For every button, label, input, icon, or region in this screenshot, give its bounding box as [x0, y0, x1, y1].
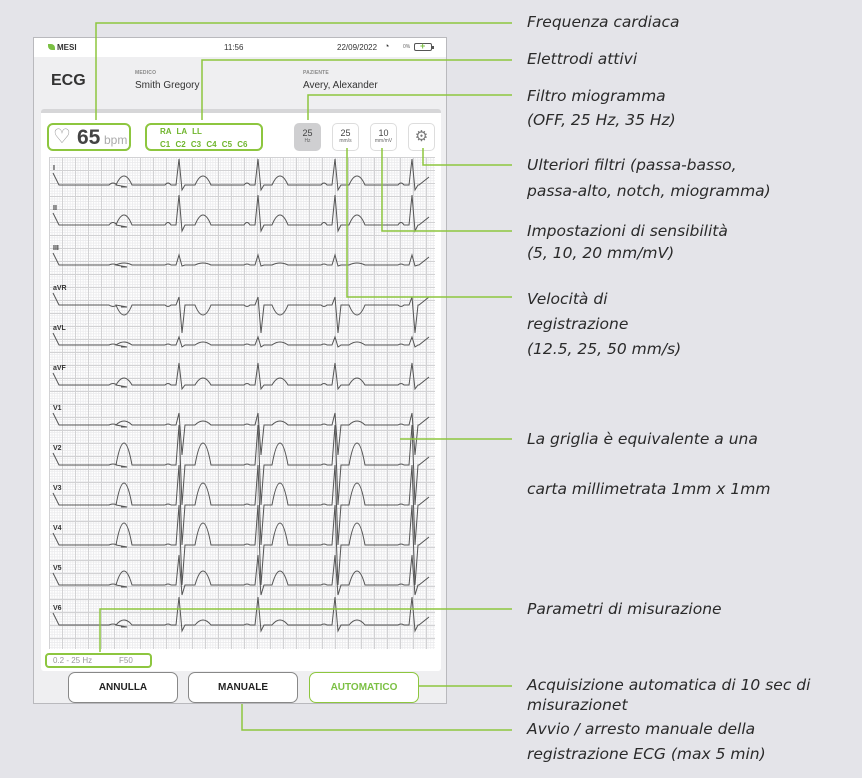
ecg-trace	[53, 413, 429, 455]
callout-grid-2: carta millimetrata 1mm x 1mm	[527, 480, 771, 498]
battery-charging-icon: +	[414, 43, 432, 51]
callout-filters-1: Ulteriori filtri (passa-basso,	[527, 156, 737, 174]
gear-icon: ⚙	[414, 128, 429, 145]
heart-rate-value: 65	[77, 126, 101, 149]
heart-rate-unit: bpm	[104, 133, 128, 147]
battery-percent: 0%	[403, 44, 411, 50]
date: 22/09/2022	[337, 43, 378, 52]
limb-electrodes: RA LA LL	[160, 127, 202, 136]
measurement-params	[45, 653, 152, 668]
wifi-icon: ◔	[384, 41, 390, 51]
manual-button[interactable]: MANUALE	[188, 672, 298, 703]
speed-value: 25	[340, 128, 351, 138]
lead-label: V3	[53, 485, 62, 492]
lead-label: V5	[53, 565, 62, 572]
callout-speed-1: Velocità di	[527, 290, 608, 308]
header	[34, 57, 446, 107]
lead-label: I	[53, 165, 55, 172]
lead-label: V6	[53, 605, 62, 612]
notch-filter: F50	[119, 656, 133, 665]
callout-speed-2: registrazione	[527, 315, 629, 333]
ecg-grid	[49, 157, 435, 649]
speed-button[interactable]	[332, 123, 359, 151]
active-electrodes	[145, 123, 263, 151]
tablet-screen	[33, 37, 447, 704]
cancel-button[interactable]: ANNULLA	[68, 672, 178, 703]
ecg-trace	[53, 425, 429, 505]
lead-label: III	[53, 245, 59, 252]
lead-label: V2	[53, 445, 62, 452]
automatic-button[interactable]: AUTOMATICO	[309, 672, 419, 703]
ecg-trace	[53, 159, 429, 190]
brand-logo	[48, 43, 77, 52]
callout-sensitivity-2: (5, 10, 20 mm/mV)	[527, 244, 675, 262]
lead-label: V4	[53, 525, 62, 532]
page-title: ECG	[51, 72, 86, 89]
lead-label: aVL	[53, 325, 66, 332]
callout-electrodes: Elettrodi attivi	[527, 50, 638, 68]
callout-filters-2: passa-alto, notch, miogramma)	[527, 182, 771, 200]
myogram-filter-value: 25	[302, 128, 313, 138]
ecg-trace	[53, 293, 429, 333]
doctor-name: Smith Gregory	[135, 80, 200, 91]
filter-settings-button[interactable]	[408, 123, 435, 151]
ecg-trace	[53, 597, 429, 631]
sensitivity-button[interactable]	[370, 123, 397, 151]
doctor-label: MEDICO	[135, 70, 157, 76]
ecg-trace	[53, 363, 429, 389]
brand-name: MESI	[57, 43, 77, 52]
clock: 11:56	[224, 43, 244, 52]
chest-electrodes: C1 C2 C3 C4 C5 C6	[160, 140, 248, 149]
callout-heart-rate: Frequenza cardiaca	[527, 13, 680, 31]
sensitivity-value: 10	[378, 128, 389, 138]
callout-sensitivity-1: Impostazioni di sensibilità	[527, 222, 728, 240]
ecg-traces	[49, 157, 435, 649]
callout-automatic-1: Acquisizione automatica di 10 sec di	[527, 676, 811, 694]
lead-label: aVF	[53, 365, 66, 372]
ecg-trace	[53, 555, 429, 595]
callout-manual-1: Avvio / arresto manuale della	[527, 720, 756, 738]
heart-rate-display	[47, 123, 131, 151]
leaf-icon	[48, 44, 55, 50]
bandwidth: 0.2 - 25 Hz	[53, 656, 93, 665]
callout-myogram-2: (OFF, 25 Hz, 35 Hz)	[527, 111, 676, 129]
callout-myogram-1: Filtro miogramma	[527, 87, 666, 105]
sensitivity-unit: mm/mV	[374, 138, 393, 144]
patient-label: PAZIENTE	[303, 70, 329, 76]
callout-automatic-2: misurazionet	[527, 696, 628, 714]
ecg-panel	[41, 109, 441, 671]
patient-name: Avery, Alexander	[303, 80, 378, 91]
ecg-trace	[53, 253, 429, 267]
callout-manual-2: registrazione ECG (max 5 min)	[527, 745, 766, 763]
ecg-trace	[53, 333, 429, 347]
callout-params: Parametri di misurazione	[527, 600, 722, 618]
ecg-trace	[53, 195, 429, 231]
myogram-filter-unit: Hz	[304, 138, 311, 144]
callout-grid-1: La griglia è equivalente a una	[527, 430, 758, 448]
myogram-filter-button[interactable]	[294, 123, 321, 151]
callout-speed-3: (12.5, 25, 50 mm/s)	[527, 340, 682, 358]
ecg-trace	[53, 465, 429, 545]
status-bar	[34, 38, 446, 58]
speed-unit: mm/s	[339, 138, 352, 144]
ecg-trace	[53, 505, 429, 585]
lead-label: V1	[53, 405, 62, 412]
lead-label: aVR	[53, 285, 67, 292]
lead-label: II	[53, 205, 57, 212]
heart-icon: ♡	[53, 126, 71, 148]
